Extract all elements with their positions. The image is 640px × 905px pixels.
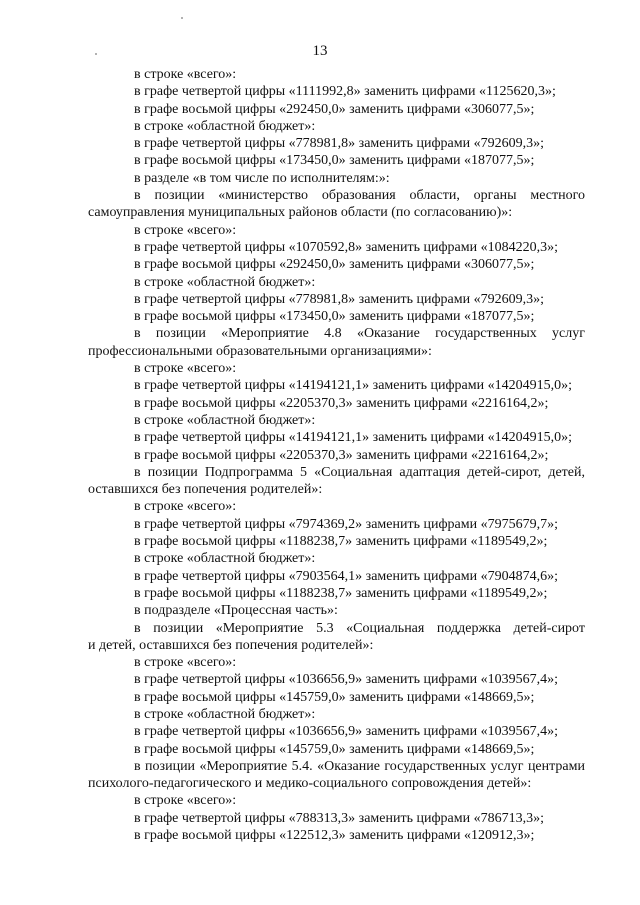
scan-speck (181, 17, 183, 19)
text-line: в графе четвертой цифры «1036656,9» заменить цифрами «1039567,4»; (134, 724, 558, 740)
text-line: в строке «всего»: (134, 361, 237, 377)
text-line: в графе восьмой цифры «2205370,3» заменить цифрами «2216164,2»; (134, 395, 549, 411)
page-number: 13 (312, 43, 328, 59)
text-line: в позиции «Мероприятие 5.4. «Оказание государственных услуг центрами (134, 758, 585, 774)
text-line: в графе четвертой цифры «788313,3» заменить цифрами «786713,3»; (134, 810, 544, 826)
text-line: в графе четвертой цифры «778981,8» заменить цифрами «792609,3»; (134, 136, 544, 152)
text-line: и детей, оставшихся без попечения родителей»: (88, 637, 374, 653)
text-line: в графе восьмой цифры «292450,0» заменить цифрами «306077,5»; (134, 101, 535, 117)
text-line: в позиции Подпрограмма 5 «Социальная адаптация детей-сирот, детей, (134, 464, 585, 480)
text-line: в строке «областной бюджет»: (134, 551, 316, 567)
text-line: в подразделе «Процессная часть»: (134, 603, 338, 619)
text-line: в графе восьмой цифры «145759,0» заменить цифрами «148669,5»; (134, 741, 535, 757)
text-line: в графе четвертой цифры «1036656,9» заменить цифрами «1039567,4»; (134, 672, 558, 688)
text-line: в графе восьмой цифры «173450,0» заменить цифрами «187077,5»; (134, 309, 535, 325)
text-line: в графе восьмой цифры «173450,0» заменить цифрами «187077,5»; (134, 153, 535, 169)
text-line: в графе четвертой цифры «1111992,8» заменить цифрами «1125620,3»; (134, 84, 556, 100)
text-line: в строке «всего»: (134, 222, 237, 238)
text-line: в строке «областной бюджет»: (134, 274, 316, 290)
text-line: в позиции «Мероприятие 5.3 «Социальная поддержка детей-сирот (134, 620, 585, 636)
text-line: в строке «всего»: (134, 655, 237, 671)
text-line: профессиональными образовательными организациями»: (88, 343, 432, 359)
text-line: в позиции «Мероприятие 4.8 «Оказание государственных услуг (134, 326, 585, 342)
text-line: в графе четвертой цифры «7903564,1» заменить цифрами «7904874,6»; (134, 568, 558, 584)
text-line: в графе восьмой цифры «1188238,7» заменить цифрами «1189549,2»; (134, 534, 548, 550)
text-line: в строке «областной бюджет»: (134, 118, 316, 134)
text-line: в графе четвертой цифры «7974369,2» заменить цифрами «7975679,7»; (134, 516, 558, 532)
text-line: в графе четвертой цифры «778981,8» заменить цифрами «792609,3»; (134, 291, 544, 307)
text-line: в позиции «министерство образования области, органы местного (134, 188, 585, 204)
document-body (88, 66, 585, 844)
text-line: в строке «всего»: (134, 793, 237, 809)
text-line: в графе четвертой цифры «14194121,1» заменить цифрами «14204915,0»; (134, 430, 572, 446)
text-line: в строке «всего»: (134, 499, 237, 515)
text-line: самоуправления муниципальных районов области (по согласованию)»: (88, 205, 513, 221)
text-line: в строке «всего»: (134, 67, 237, 82)
text-line: в разделе «в том числе по исполнителям:»: (134, 170, 390, 186)
text-line: оставшихся без попечения родителей»: (88, 482, 323, 498)
text-line: в графе четвертой цифры «1070592,8» заменить цифрами «1084220,3»; (134, 239, 558, 255)
text-line: в строке «областной бюджет»: (134, 412, 316, 428)
text-line: в графе четвертой цифры «14194121,1» заменить цифрами «14204915,0»; (134, 378, 572, 394)
text-line: в графе восьмой цифры «1188238,7» заменить цифрами «1189549,2»; (134, 585, 548, 601)
text-line: в графе восьмой цифры «122512,3» заменить цифрами «120912,3»; (134, 828, 535, 844)
text-line: в строке «областной бюджет»: (134, 706, 316, 722)
text-line: в графе восьмой цифры «145759,0» заменить цифрами «148669,5»; (134, 689, 535, 705)
text-line: в графе восьмой цифры «2205370,3» заменить цифрами «2216164,2»; (134, 447, 549, 463)
text-line: психолого-педагогического и медико-социального сопровождения детей»: (88, 776, 532, 792)
text-line: в графе восьмой цифры «292450,0» заменить цифрами «306077,5»; (134, 257, 535, 273)
